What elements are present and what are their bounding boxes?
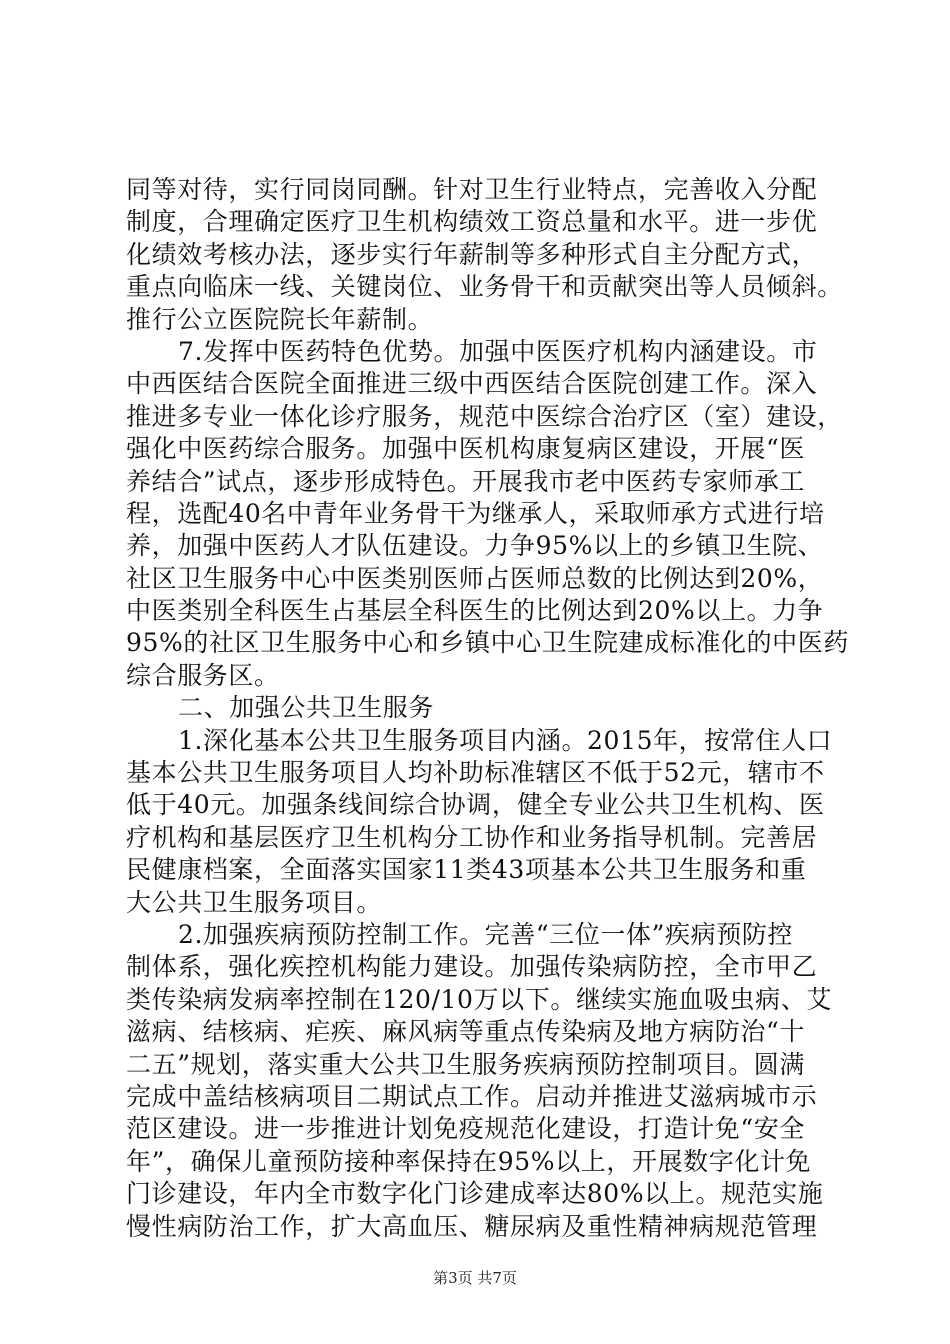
text-line: 滋病、结核病、疟疾、麻风病等重点传染病及地方病防治“十 [126,1017,805,1047]
text-line: 中医类别全科医生占基层全科医生的比例达到20%以上。力争 [126,596,824,626]
text-line: 完成中盖结核病项目二期试点工作。启动并推进艾滋病城市示 [126,1081,818,1111]
text-line: 年”，确保儿童预防接种率保持在95%以上，开展数字化计免 [126,1146,812,1176]
text-line: 制度，合理确定医疗卫生机构绩效工资总量和水平。进一步优 [126,207,818,237]
text-line: 程，选配40名中青年业务骨干为继承人，采取师承方式进行培 [126,498,825,528]
text-line: 推进多专业一体化诊疗服务，规范中医综合治疗区（室）建设， [126,401,843,431]
paragraph-start-line: 2.加强疾病预防控制工作。完善“三位一体”疾病预防控 [178,919,794,949]
text-line: 综合服务区。 [126,660,280,690]
body-text [126,174,849,1243]
text-line: 化绩效考核办法，逐步实行年薪制等多种形式自主分配方式， [126,239,818,269]
text-line: 社区卫生服务中心中医类别医师占医师总数的比例达到20%， [126,563,824,593]
text-line: 门诊建设，年内全市数字化门诊建成率达80%以上。规范实施 [126,1179,824,1209]
text-line: 范区建设。进一步推进计划免疫规范化建设，打造计免“安全 [126,1114,805,1144]
text-line: 疗机构和基层医疗卫生机构分工协作和业务指导机制。完善居 [126,822,818,852]
text-line: 养结合”试点，逐步形成特色。开展我市老中医药专家师承工 [126,466,805,496]
text-line: 养，加强中医药人才队伍建设。力争95%以上的乡镇卫生院、 [126,531,824,561]
text-line: 大公共卫生服务项目。 [126,887,383,917]
text-line: 慢性病防治工作，扩大高血压、糖尿病及重性精神病规范管理 [126,1211,818,1241]
paragraph-start-line: 7.发挥中医药特色优势。加强中医医疗机构内涵建设。市 [178,336,818,366]
text-line: 基本公共卫生服务项目人均补助标准辖区不低于52元，辖市不 [126,758,825,788]
text-line: 民健康档案，全面落实国家11类43项基本公共卫生服务和重 [126,855,807,885]
text-line: 中西医结合医院全面推进三级中西医结合医院创建工作。深入 [126,369,818,399]
text-line: 95%的社区卫生服务中心和乡镇中心卫生院建成标准化的中医药 [126,628,849,658]
paragraph-start-line: 1.深化基本公共卫生服务项目内涵。2015年，按常住人口 [178,725,833,755]
section-heading: 二、加强公共卫生服务 [178,693,435,723]
page-footer: 第3页 共7页 [433,1269,517,1287]
text-line: 二五”规划，落实重大公共卫生服务疾病预防控制项目。圆满 [126,1049,805,1079]
text-line: 推行公立医院院长年薪制。 [126,304,434,334]
text-line: 低于40元。加强条线间综合协调，健全专业公共卫生机构、医 [126,790,825,820]
text-line: 重点向临床一线、关键岗位、业务骨干和贡献突出等人员倾斜。 [126,272,843,302]
text-line: 同等对待，实行同岗同酬。针对卫生行业特点，完善收入分配 [126,175,818,204]
text-line: 制体系，强化疾控机构能力建设。加强传染病防控，全市甲乙 [126,952,818,982]
text-line: 类传染病发病率控制在120/10万以下。继续实施血吸虫病、艾 [126,984,832,1014]
text-line: 强化中医药综合服务。加强中医机构康复病区建设，开展“医 [126,434,805,464]
